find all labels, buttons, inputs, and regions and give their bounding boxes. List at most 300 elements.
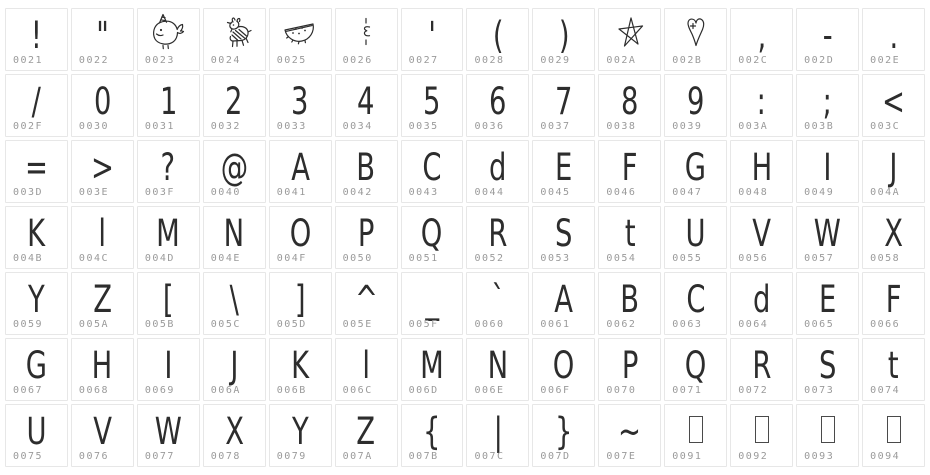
glyph — [467, 208, 528, 254]
code-label: 0059 — [13, 319, 44, 330]
glyph-character: W — [814, 212, 842, 255]
glyph-character: C — [422, 146, 442, 189]
glyph-character: / — [31, 80, 42, 123]
glyph-cell-0046[interactable] — [598, 140, 661, 203]
glyph-character: [ — [162, 278, 174, 321]
code-label: 0051 — [408, 253, 439, 264]
glyph-character: l — [362, 344, 370, 387]
glyph-cell-0041[interactable] — [269, 140, 332, 203]
glyph-character: M — [156, 212, 181, 255]
glyph-character: M — [420, 344, 444, 387]
glyph-cell-002D[interactable] — [796, 8, 859, 71]
code-label: 0040 — [210, 187, 241, 198]
code-label: 002B — [672, 55, 703, 66]
star-doodle-icon — [615, 15, 645, 51]
glyph-cell-0030[interactable] — [71, 74, 134, 137]
glyph-cell-0091[interactable] — [664, 404, 727, 467]
glyph — [863, 274, 924, 320]
glyph-character: _ — [425, 278, 439, 321]
glyph — [599, 340, 660, 386]
glyph-character: A — [290, 146, 310, 189]
glyph-character: ) — [558, 14, 570, 57]
glyph-cell-006A[interactable] — [203, 338, 266, 401]
glyph-cell-002C[interactable] — [730, 8, 793, 71]
watermelon-icon — [279, 16, 321, 50]
glyph-cell-0021[interactable] — [5, 8, 68, 71]
code-label: 0068 — [78, 385, 110, 396]
glyph-cell-0078[interactable] — [203, 404, 266, 467]
glyph-character: ( — [492, 14, 504, 57]
glyph — [204, 10, 265, 56]
glyph-cell-005B[interactable] — [137, 272, 200, 335]
glyph-character: 0 — [93, 80, 112, 123]
glyph-character: X — [884, 212, 903, 255]
glyph-character: Q — [421, 212, 443, 255]
glyph-cell-0092[interactable] — [730, 404, 793, 467]
glyph-cell-005E[interactable] — [335, 272, 398, 335]
glyph — [599, 10, 660, 56]
glyph — [72, 76, 133, 122]
glyph — [599, 76, 660, 122]
code-label: 0050 — [342, 253, 373, 264]
glyph-cell-0045[interactable] — [532, 140, 595, 203]
glyph-cell-003A[interactable] — [730, 74, 793, 137]
glyph-cell-0062[interactable] — [598, 272, 661, 335]
glyph-character: d — [489, 146, 507, 189]
glyph-character: Y — [291, 410, 309, 453]
glyph-cell-006B[interactable] — [269, 338, 332, 401]
glyph-cell-0031[interactable] — [137, 74, 200, 137]
glyph — [72, 142, 133, 188]
glyph-cell-007D[interactable] — [532, 404, 595, 467]
glyph-cell-007A[interactable] — [335, 404, 398, 467]
code-label: 0029 — [540, 55, 571, 66]
glyph — [665, 340, 726, 386]
glyph-cell-0053[interactable] — [532, 206, 595, 269]
glyph-character: B — [620, 278, 640, 321]
glyph-cell-0052[interactable] — [466, 206, 529, 269]
glyph — [863, 10, 924, 56]
glyph-cell-0033[interactable] — [269, 74, 332, 137]
glyph-character: E — [555, 146, 573, 189]
glyph-cell-0057[interactable] — [796, 206, 859, 269]
glyph — [138, 406, 199, 452]
glyph-cell-0037[interactable] — [532, 74, 595, 137]
glyph-cell-0035[interactable] — [401, 74, 464, 137]
glyph — [72, 340, 133, 386]
glyph-character: 4 — [357, 80, 375, 123]
glyph — [402, 142, 463, 188]
glyph-cell-0061[interactable] — [532, 272, 595, 335]
code-label: 0062 — [606, 319, 637, 330]
code-label: 0031 — [144, 121, 175, 132]
glyph-character: 6 — [489, 80, 507, 123]
glyph-cell-0075[interactable] — [5, 404, 68, 467]
code-label: 007C — [474, 451, 505, 462]
glyph-character: ? — [161, 146, 176, 189]
glyph-character: - — [822, 14, 833, 57]
code-label: 006C — [342, 385, 373, 396]
glyph-cell-006F[interactable] — [532, 338, 595, 401]
glyph-cell-0077[interactable] — [137, 404, 200, 467]
glyph — [270, 10, 331, 56]
code-label: 007B — [408, 451, 439, 462]
glyph-cell-004A[interactable] — [862, 140, 925, 203]
glyph — [533, 406, 594, 452]
glyph-cell-0068[interactable] — [71, 338, 134, 401]
glyph-cell-0073[interactable] — [796, 338, 859, 401]
glyph-cell-0024[interactable] — [203, 8, 266, 71]
glyph-cell-0027[interactable] — [401, 8, 464, 71]
code-label: 0021 — [13, 55, 44, 66]
glyph — [731, 274, 792, 320]
code-label: 006E — [474, 385, 505, 396]
code-label: 0022 — [78, 55, 110, 66]
glyph-cell-0072[interactable] — [730, 338, 793, 401]
glyph-character: R — [488, 212, 508, 255]
code-label: 0091 — [672, 451, 703, 462]
code-label: 0054 — [606, 253, 637, 264]
code-label: 0032 — [210, 121, 241, 132]
glyph-character: ! — [30, 14, 42, 57]
code-label: 0069 — [144, 385, 175, 396]
glyph — [731, 340, 792, 386]
code-label: 0034 — [342, 121, 373, 132]
code-label: 0060 — [474, 319, 505, 330]
glyph-character: l — [98, 212, 107, 255]
glyph — [467, 340, 528, 386]
code-label: 0061 — [540, 319, 571, 330]
code-label: 0066 — [870, 319, 901, 330]
glyph — [665, 142, 726, 188]
glyph-character: C — [686, 278, 706, 321]
glyph-cell-003C[interactable] — [862, 74, 925, 137]
code-label: 0023 — [144, 55, 175, 66]
glyph — [204, 142, 265, 188]
glyph — [402, 340, 463, 386]
notdef-box-icon — [689, 416, 703, 443]
glyph-character: ' — [428, 14, 436, 57]
glyph — [402, 208, 463, 254]
glyph-cell-0029[interactable] — [532, 8, 595, 71]
glyph-character: ~ — [618, 410, 642, 453]
glyph — [336, 76, 397, 122]
glyph — [863, 208, 924, 254]
glyph-character: : — [757, 80, 767, 123]
code-label: 0030 — [78, 121, 110, 132]
glyph-cell-004E[interactable] — [203, 206, 266, 269]
glyph-character: V — [752, 212, 772, 255]
glyph-character: O — [553, 344, 575, 387]
code-label: 004A — [870, 187, 901, 198]
glyph — [336, 208, 397, 254]
glyph-cell-0022[interactable] — [71, 8, 134, 71]
code-label: 0036 — [474, 121, 505, 132]
glyph — [665, 274, 726, 320]
glyph — [138, 208, 199, 254]
glyph — [467, 142, 528, 188]
code-label: 002D — [804, 55, 835, 66]
glyph-character: < — [882, 80, 905, 123]
glyph-character: { — [423, 410, 441, 453]
glyph — [599, 142, 660, 188]
glyph-cell-0094[interactable] — [862, 404, 925, 467]
glyph — [863, 142, 924, 188]
glyph — [863, 340, 924, 386]
code-label: 0042 — [342, 187, 373, 198]
glyph-character: N — [487, 344, 509, 387]
glyph-character: ^ — [354, 278, 378, 321]
glyph-cell-006E[interactable] — [466, 338, 529, 401]
code-label: 0079 — [276, 451, 307, 462]
code-label: 0077 — [144, 451, 175, 462]
glyph-character: 2 — [225, 80, 243, 123]
glyph-cell-005F[interactable] — [401, 272, 464, 335]
code-label: 005C — [210, 319, 241, 330]
code-label: 005E — [342, 319, 373, 330]
glyph — [72, 208, 133, 254]
glyph-cell-002F[interactable] — [5, 74, 68, 137]
glyph-character: O — [289, 212, 311, 255]
glyph — [6, 340, 67, 386]
code-label: 006A — [210, 385, 241, 396]
glyph-cell-0043[interactable] — [401, 140, 464, 203]
glyph — [336, 340, 397, 386]
glyph-cell-007B[interactable] — [401, 404, 464, 467]
glyph — [6, 76, 67, 122]
glyph-cell-0079[interactable] — [269, 404, 332, 467]
glyph-character: K — [27, 212, 46, 255]
code-label: 006F — [540, 385, 571, 396]
glyph-character: 9 — [687, 80, 705, 123]
glyph-cell-004C[interactable] — [71, 206, 134, 269]
code-label: 0056 — [738, 253, 769, 264]
glyph — [797, 274, 858, 320]
glyph-cell-0067[interactable] — [5, 338, 68, 401]
code-label: 0067 — [13, 385, 44, 396]
glyph — [336, 142, 397, 188]
heart-plus-icon — [683, 15, 709, 51]
code-label: 006B — [276, 385, 307, 396]
glyph-cell-002B[interactable] — [664, 8, 727, 71]
glyph-character: S — [555, 212, 573, 255]
glyph-cell-0058[interactable] — [862, 206, 925, 269]
glyph-cell-0063[interactable] — [664, 272, 727, 335]
glyph — [533, 208, 594, 254]
glyph-cell-005D[interactable] — [269, 272, 332, 335]
glyph-cell-0036[interactable] — [466, 74, 529, 137]
code-label: 0058 — [870, 253, 901, 264]
glyph-character: ] — [294, 278, 306, 321]
glyph — [665, 10, 726, 56]
glyph-cell-0076[interactable] — [71, 404, 134, 467]
glyph-cell-007E[interactable] — [598, 404, 661, 467]
glyph — [138, 274, 199, 320]
code-label: 003E — [78, 187, 110, 198]
glyph-character: G — [685, 146, 707, 189]
glyph — [599, 274, 660, 320]
glyph-cell-0056[interactable] — [730, 206, 793, 269]
code-label: 0039 — [672, 121, 703, 132]
glyph-cell-0034[interactable] — [335, 74, 398, 137]
glyph-cell-0066[interactable] — [862, 272, 925, 335]
glyph — [72, 274, 133, 320]
glyph-character: t — [888, 344, 899, 387]
glyph — [533, 10, 594, 56]
code-label: 003F — [144, 187, 175, 198]
glyph-cell-0032[interactable] — [203, 74, 266, 137]
glyph — [138, 10, 199, 56]
code-label: 004D — [144, 253, 175, 264]
code-label: 0055 — [672, 253, 703, 264]
glyph-character: P — [621, 344, 639, 387]
glyph-cell-0039[interactable] — [664, 74, 727, 137]
glyph-character: U — [26, 410, 47, 453]
glyph-cell-002A[interactable] — [598, 8, 661, 71]
glyph-cell-003D[interactable] — [5, 140, 68, 203]
glyph-cell-0065[interactable] — [796, 272, 859, 335]
code-label: 004C — [78, 253, 110, 264]
glyph — [72, 10, 133, 56]
glyph — [797, 340, 858, 386]
code-label: 0035 — [408, 121, 439, 132]
glyph-character: = — [24, 146, 48, 189]
glyph-character: Z — [92, 278, 112, 321]
glyph — [402, 406, 463, 452]
glyph — [402, 76, 463, 122]
glyph-cell-0049[interactable] — [796, 140, 859, 203]
glyph-cell-0023[interactable] — [137, 8, 200, 71]
glyph-character: 3 — [291, 80, 309, 123]
glyph — [665, 208, 726, 254]
code-label: 0073 — [804, 385, 835, 396]
glyph-character: Q — [684, 344, 707, 387]
glyph-character: J — [889, 146, 898, 189]
code-label: 005F — [408, 319, 439, 330]
glyph-cell-003F[interactable] — [137, 140, 200, 203]
code-label: 0047 — [672, 187, 703, 198]
code-label: 003C — [870, 121, 901, 132]
glyph — [6, 10, 67, 56]
glyph — [731, 76, 792, 122]
glyph-character: d — [752, 278, 771, 321]
glyph-character: J — [230, 344, 239, 387]
glyph-cell-004B[interactable] — [5, 206, 68, 269]
glyph-character: Y — [28, 278, 45, 321]
glyph-cell-0071[interactable] — [664, 338, 727, 401]
glyph — [467, 76, 528, 122]
glyph — [533, 274, 594, 320]
glyph-cell-0069[interactable] — [137, 338, 200, 401]
glyph — [797, 406, 858, 452]
code-label: 0043 — [408, 187, 439, 198]
glyph-character: \ — [229, 278, 239, 321]
glyph-cell-007C[interactable] — [466, 404, 529, 467]
code-label: 007E — [606, 451, 637, 462]
glyph-character: , — [757, 14, 767, 57]
glyph-character: Z — [356, 410, 376, 453]
code-label: 0092 — [738, 451, 769, 462]
glyph-cell-004D[interactable] — [137, 206, 200, 269]
glyph-cell-002E[interactable] — [862, 8, 925, 71]
notdef-box-icon — [755, 416, 769, 443]
glyph — [6, 274, 67, 320]
ampersand-doodle-icon — [359, 16, 373, 50]
code-label: 0074 — [870, 385, 901, 396]
code-label: 005A — [78, 319, 110, 330]
glyph-cell-006D[interactable] — [401, 338, 464, 401]
glyph-cell-0070[interactable] — [598, 338, 661, 401]
glyph-cell-0051[interactable] — [401, 206, 464, 269]
glyph — [533, 340, 594, 386]
glyph-cell-0050[interactable] — [335, 206, 398, 269]
glyph — [797, 10, 858, 56]
glyph-cell-0042[interactable] — [335, 140, 398, 203]
glyph — [731, 406, 792, 452]
code-label: 003D — [13, 187, 44, 198]
code-label: 0049 — [804, 187, 835, 198]
code-label: 004E — [210, 253, 241, 264]
glyph-character: H — [92, 344, 113, 387]
glyph — [270, 142, 331, 188]
glyph-character: F — [621, 146, 638, 189]
glyph — [665, 76, 726, 122]
glyph-character: X — [224, 410, 244, 453]
glyph-cell-0026[interactable] — [335, 8, 398, 71]
glyph-cell-004F[interactable] — [269, 206, 332, 269]
glyph — [270, 340, 331, 386]
glyph-cell-0074[interactable] — [862, 338, 925, 401]
glyph-character: G — [25, 344, 48, 387]
glyph-cell-0059[interactable] — [5, 272, 68, 335]
glyph-cell-006C[interactable] — [335, 338, 398, 401]
glyph-cell-0048[interactable] — [730, 140, 793, 203]
glyph-character: | — [493, 410, 503, 453]
glyph-character: P — [357, 212, 375, 255]
code-label: 0070 — [606, 385, 637, 396]
glyph-cell-0040[interactable] — [203, 140, 266, 203]
code-label: 004F — [276, 253, 307, 264]
glyph-cell-0055[interactable] — [664, 206, 727, 269]
glyph-cell-003B[interactable] — [796, 74, 859, 137]
glyph — [467, 274, 528, 320]
glyph-cell-0028[interactable] — [466, 8, 529, 71]
glyph-cell-0064[interactable] — [730, 272, 793, 335]
code-label: 005D — [276, 319, 307, 330]
code-label: 0046 — [606, 187, 637, 198]
glyph — [731, 208, 792, 254]
code-label: 0063 — [672, 319, 703, 330]
glyph-cell-005C[interactable] — [203, 272, 266, 335]
code-label: 003B — [804, 121, 835, 132]
glyph-cell-0025[interactable] — [269, 8, 332, 71]
glyph-character: 7 — [555, 80, 573, 123]
glyph — [72, 406, 133, 452]
glyph-cell-005A[interactable] — [71, 272, 134, 335]
glyph-cell-0054[interactable] — [598, 206, 661, 269]
glyph — [599, 406, 660, 452]
glyph-cell-003E[interactable] — [71, 140, 134, 203]
glyph-cell-0093[interactable] — [796, 404, 859, 467]
glyph — [533, 76, 594, 122]
glyph-cell-0044[interactable] — [466, 140, 529, 203]
glyph-cell-0038[interactable] — [598, 74, 661, 137]
code-label: 0026 — [342, 55, 373, 66]
glyph-cell-0047[interactable] — [664, 140, 727, 203]
code-label: 0078 — [210, 451, 241, 462]
glyph-cell-0060[interactable] — [466, 272, 529, 335]
glyph — [665, 406, 726, 452]
